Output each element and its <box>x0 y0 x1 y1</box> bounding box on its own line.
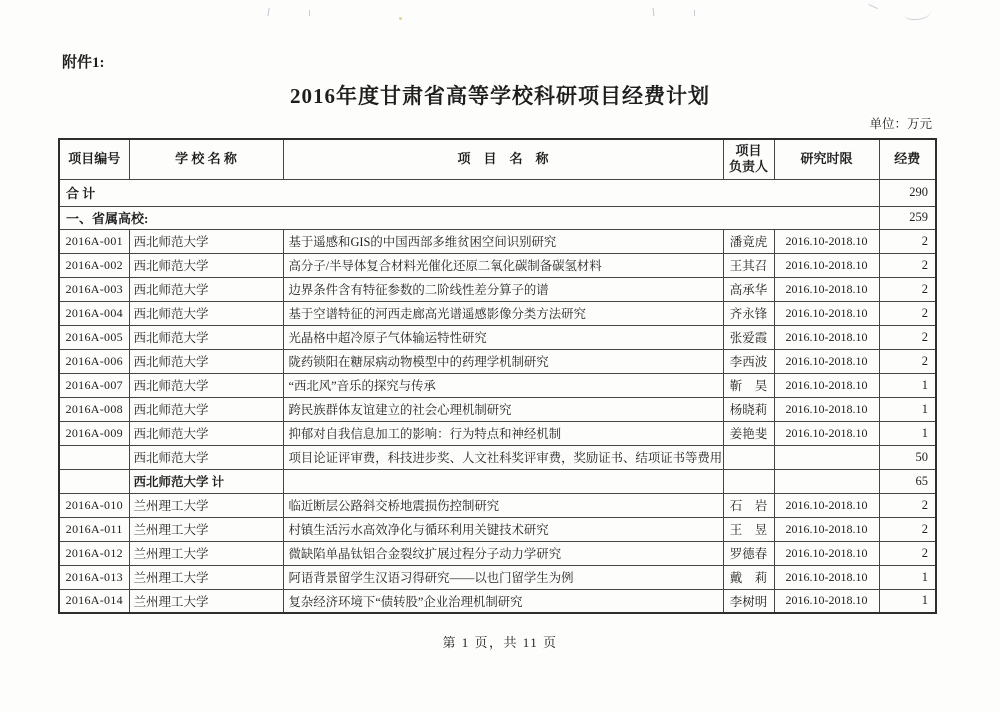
table-row <box>59 301 936 325</box>
cell-school: 西北师范大学 计 <box>129 469 283 493</box>
cell-school: 西北师范大学 <box>129 301 283 325</box>
cell-period: 2016.10-2018.10 <box>774 373 879 397</box>
cell-project-name: 村镇生活污水高效净化与循环利用关键技术研究 <box>283 517 723 541</box>
cell-amount: 2 <box>879 253 936 277</box>
table-row <box>59 229 936 253</box>
cell-amount: 2 <box>879 277 936 301</box>
cell-project-id <box>59 469 129 493</box>
cell-school: 西北师范大学 <box>129 445 283 469</box>
cell-amount: 2 <box>879 349 936 373</box>
table-row <box>59 373 936 397</box>
header-project-id: 项目编号 <box>59 139 129 179</box>
cell-amount: 2 <box>879 517 936 541</box>
cell-period: 2016.10-2018.10 <box>774 397 879 421</box>
cell-amount: 50 <box>879 445 936 469</box>
attachment-label: 附件1: <box>62 55 105 71</box>
cell-leader: 齐永锋 <box>723 301 774 325</box>
cell-amount: 2 <box>879 541 936 565</box>
table-row <box>59 493 936 517</box>
cell-project-id: 2016A-013 <box>59 565 129 589</box>
table-body <box>59 179 936 613</box>
cell-amount: 1 <box>879 565 936 589</box>
cell-project-id: 2016A-007 <box>59 373 129 397</box>
cell-project-id: 2016A-012 <box>59 541 129 565</box>
summary-row <box>59 179 936 206</box>
cell-project-id <box>59 445 129 469</box>
cell-project-id: 2016A-008 <box>59 397 129 421</box>
table-row <box>59 445 936 469</box>
cell-project-name: 高分子/半导体复合材料光催化还原二氧化碳制备碳氢材料 <box>283 253 723 277</box>
summary-label: 合 计 <box>59 179 879 206</box>
cell-school: 西北师范大学 <box>129 397 283 421</box>
header-row <box>59 139 936 179</box>
cell-project-name: 边界条件含有特征参数的二阶线性差分算子的谱 <box>283 277 723 301</box>
cell-period: 2016.10-2018.10 <box>774 589 879 613</box>
cell-project-id: 2016A-002 <box>59 253 129 277</box>
cell-period: 2016.10-2018.10 <box>774 421 879 445</box>
table-row <box>59 469 936 493</box>
scan-artifact <box>694 10 695 16</box>
cell-school: 西北师范大学 <box>129 325 283 349</box>
cell-amount: 2 <box>879 493 936 517</box>
cell-leader: 靳 昊 <box>723 373 774 397</box>
header-amount: 经费 <box>879 139 936 179</box>
header-leader <box>723 139 774 179</box>
cell-amount: 259 <box>879 206 936 229</box>
cell-period: 2016.10-2018.10 <box>774 229 879 253</box>
scan-artifact <box>399 17 402 20</box>
cell-project-name: 陇药锁阳在糖尿病动物模型中的药理学机制研究 <box>283 349 723 373</box>
page-footer: 第 1 页，共 11 页 <box>442 635 558 650</box>
cell-school: 兰州理工大学 <box>129 565 283 589</box>
cell-period: 2016.10-2018.10 <box>774 253 879 277</box>
cell-period: 2016.10-2018.10 <box>774 541 879 565</box>
table-row <box>59 565 936 589</box>
cell-amount: 65 <box>879 469 936 493</box>
table-row <box>59 589 936 613</box>
cell-period: 2016.10-2018.10 <box>774 493 879 517</box>
cell-period: 2016.10-2018.10 <box>774 277 879 301</box>
table-row <box>59 421 936 445</box>
cell-amount: 2 <box>879 301 936 325</box>
cell-project-id: 2016A-009 <box>59 421 129 445</box>
cell-leader: 李西波 <box>723 349 774 373</box>
cell-project-id: 2016A-011 <box>59 517 129 541</box>
cell-period: 2016.10-2018.10 <box>774 301 879 325</box>
cell-school: 兰州理工大学 <box>129 517 283 541</box>
cell-period: 2016.10-2018.10 <box>774 349 879 373</box>
cell-school: 西北师范大学 <box>129 349 283 373</box>
cell-school: 兰州理工大学 <box>129 589 283 613</box>
cell-project-name: 阿语背景留学生汉语习得研究——以也门留学生为例 <box>283 565 723 589</box>
cell-leader <box>723 469 774 493</box>
header-leader-line2: 负责人 <box>728 159 768 175</box>
funding-table <box>58 138 937 614</box>
cell-leader: 王 昱 <box>723 517 774 541</box>
cell-period <box>774 469 879 493</box>
summary-label: 一、省属高校: <box>59 206 879 229</box>
cell-leader: 高承华 <box>723 277 774 301</box>
cell-leader: 戴 莉 <box>723 565 774 589</box>
cell-project-id: 2016A-006 <box>59 349 129 373</box>
cell-leader: 罗德春 <box>723 541 774 565</box>
cell-amount: 1 <box>879 421 936 445</box>
cell-amount: 1 <box>879 589 936 613</box>
unit-note: 单位：万元 <box>869 117 932 131</box>
cell-leader: 石 岩 <box>723 493 774 517</box>
scan-artifact <box>267 8 269 16</box>
cell-project-id: 2016A-010 <box>59 493 129 517</box>
cell-school: 西北师范大学 <box>129 421 283 445</box>
table-row <box>59 349 936 373</box>
table-row <box>59 517 936 541</box>
scan-artifact <box>309 10 310 16</box>
header-period: 研究时限 <box>774 139 879 179</box>
cell-project-id: 2016A-014 <box>59 589 129 613</box>
cell-leader: 姜艳斐 <box>723 421 774 445</box>
scan-artifact <box>905 4 931 20</box>
cell-amount: 1 <box>879 373 936 397</box>
cell-period: 2016.10-2018.10 <box>774 325 879 349</box>
header-project-name: 项 目 名 称 <box>283 139 723 179</box>
summary-row <box>59 206 936 229</box>
cell-leader: 李树明 <box>723 589 774 613</box>
cell-leader: 王其召 <box>723 253 774 277</box>
cell-project-id: 2016A-004 <box>59 301 129 325</box>
scan-artifact <box>653 8 655 16</box>
cell-project-name: 临近断层公路斜交桥地震损伤控制研究 <box>283 493 723 517</box>
cell-amount: 2 <box>879 229 936 253</box>
cell-project-name: 光晶格中超冷原子气体输运特性研究 <box>283 325 723 349</box>
cell-project-name: 基于遥感和GIS的中国西部多维贫困空间识别研究 <box>283 229 723 253</box>
cell-project-id: 2016A-003 <box>59 277 129 301</box>
table-row <box>59 253 936 277</box>
table-header <box>59 139 936 179</box>
cell-amount: 2 <box>879 325 936 349</box>
header-leader-line1: 项目 <box>735 143 762 158</box>
table-row <box>59 397 936 421</box>
cell-project-id: 2016A-005 <box>59 325 129 349</box>
header-school: 学 校 名 称 <box>129 139 283 179</box>
cell-project-name: “西北风”音乐的探究与传承 <box>283 373 723 397</box>
cell-project-name: 抑郁对自我信息加工的影响：行为特点和神经机制 <box>283 421 723 445</box>
cell-period: 2016.10-2018.10 <box>774 565 879 589</box>
cell-project-name: 基于空谱特征的河西走廊高光谱遥感影像分类方法研究 <box>283 301 723 325</box>
cell-leader: 杨晓莉 <box>723 397 774 421</box>
table-row <box>59 541 936 565</box>
cell-leader: 潘竟虎 <box>723 229 774 253</box>
cell-school: 兰州理工大学 <box>129 541 283 565</box>
table-row <box>59 277 936 301</box>
cell-period <box>774 445 879 469</box>
cell-project-id: 2016A-001 <box>59 229 129 253</box>
cell-amount: 290 <box>879 179 936 206</box>
cell-project-name: 跨民族群体友谊建立的社会心理机制研究 <box>283 397 723 421</box>
cell-school: 西北师范大学 <box>129 277 283 301</box>
cell-amount: 1 <box>879 397 936 421</box>
cell-school: 西北师范大学 <box>129 229 283 253</box>
cell-leader: 张爱霞 <box>723 325 774 349</box>
cell-school: 兰州理工大学 <box>129 493 283 517</box>
cell-project-name: 复杂经济环境下“债转股”企业治理机制研究 <box>283 589 723 613</box>
cell-project-name: 微缺陷单晶钛铝合金裂纹扩展过程分子动力学研究 <box>283 541 723 565</box>
cell-period: 2016.10-2018.10 <box>774 517 879 541</box>
cell-project-name: 项目论证评审费，科技进步奖、人文社科奖评审费，奖励证书、结项证书等费用 <box>283 445 723 469</box>
cell-school: 西北师范大学 <box>129 373 283 397</box>
document-title: 2016年度甘肃省高等学校科研项目经费计划 <box>290 84 710 108</box>
cell-school: 西北师范大学 <box>129 253 283 277</box>
cell-project-name <box>283 469 723 493</box>
table-row <box>59 325 936 349</box>
scan-artifact <box>868 4 877 9</box>
cell-leader <box>723 445 774 469</box>
